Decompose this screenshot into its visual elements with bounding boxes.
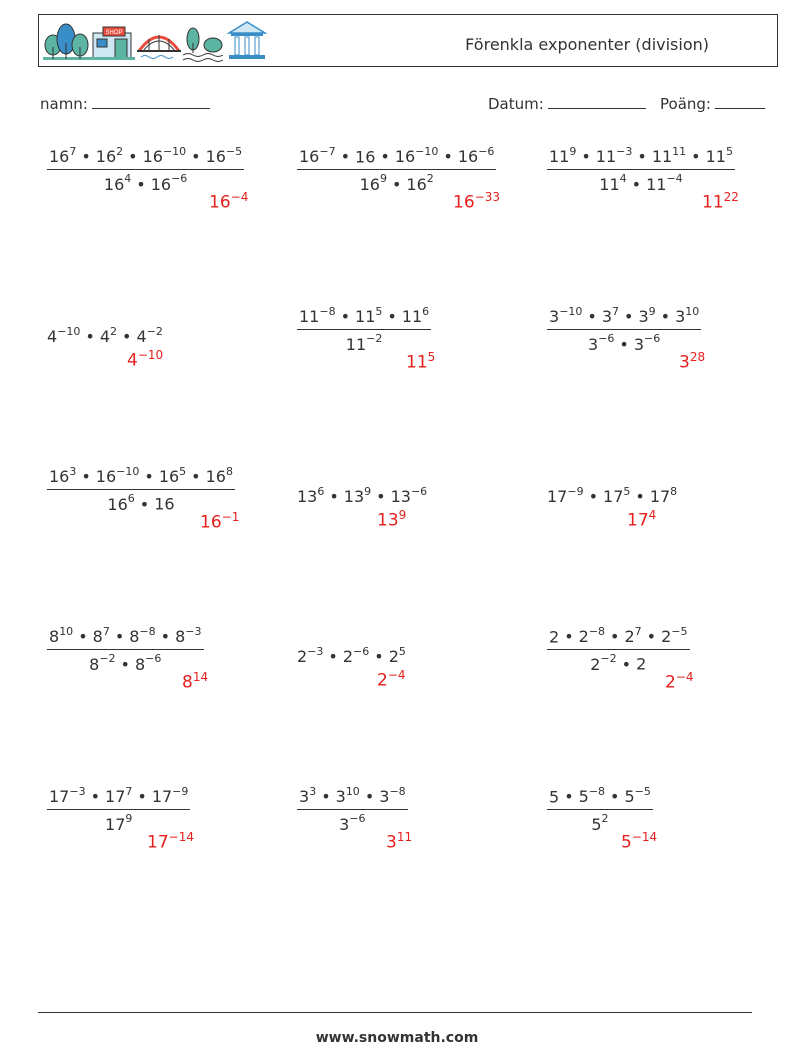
expression-term: $17^8$ (649, 485, 678, 507)
numerator-term: $11^6$ (401, 305, 430, 327)
numerator (547, 786, 653, 809)
date-field[interactable] (488, 94, 646, 113)
bridge-icon (137, 35, 181, 59)
problem-7 (47, 466, 235, 514)
score-label: Poäng: (660, 95, 711, 113)
numerator-term: $16^{-7}$ (299, 145, 336, 167)
denominator-term: 16 (154, 494, 175, 514)
problem-11 (297, 646, 406, 666)
numerator-term: $8^{-3}$ (175, 625, 202, 647)
problem-5 (297, 306, 431, 354)
multiply-dot: • (391, 174, 402, 194)
expression-term: $17^{-9}$ (547, 485, 584, 507)
problem-13 (47, 786, 190, 834)
numerator (47, 146, 244, 169)
numerator (47, 466, 235, 489)
problem-2 (297, 146, 496, 194)
multiply-dot: • (621, 654, 632, 674)
numerator-term: $16^2$ (95, 145, 124, 167)
answer: $3^{11}$ (386, 830, 413, 853)
numerator-term: $17^{-9}$ (151, 785, 189, 807)
numerator-term: $16^{-10}$ (142, 145, 187, 167)
numerator-term: $8^{10}$ (49, 625, 74, 647)
numerator-term: $3^{10}$ (335, 785, 360, 807)
multiply-dot: • (321, 787, 331, 807)
multiply-dot: • (443, 147, 453, 167)
answer: $2^{-4}$ (665, 670, 694, 693)
date-label: Datum: (488, 95, 544, 113)
problem-8 (297, 486, 427, 506)
numerator-term: $8^7$ (92, 625, 110, 647)
numerator-term: $11^{11}$ (651, 145, 687, 167)
numerator (547, 306, 701, 329)
fraction (47, 466, 235, 514)
numerator-term: $2^{-8}$ (578, 625, 606, 647)
problem-15 (547, 786, 653, 834)
multiply-dot: • (588, 487, 599, 507)
multiply-dot: • (328, 647, 338, 667)
fraction (547, 786, 653, 834)
numerator-term: $3^9$ (638, 305, 656, 327)
multiply-dot: • (619, 334, 629, 354)
fraction (47, 626, 204, 674)
multiply-dot: • (610, 787, 620, 807)
numerator-term: $16^{-10}$ (394, 145, 439, 167)
denominator-term: $16^9$ (359, 172, 387, 194)
answer: $17^{-14}$ (147, 830, 194, 853)
numerator-term: $16^7$ (49, 145, 77, 167)
denominator-term: $17^9$ (105, 812, 133, 834)
denominator-term: $16^4$ (103, 172, 132, 194)
fraction (297, 306, 431, 354)
denominator-term: $16^2$ (406, 172, 434, 194)
answer: $5^{-14}$ (621, 830, 658, 853)
numerator-term: $16^{-6}$ (457, 145, 495, 167)
answer: $11^5$ (406, 350, 436, 373)
numerator-term: 2 (549, 627, 560, 647)
denominator-term: 2 (636, 654, 647, 674)
denominator-term: $11^{-2}$ (345, 332, 383, 354)
multiply-dot: • (122, 327, 132, 347)
multiply-dot: • (631, 174, 642, 194)
multiply-dot: • (191, 147, 201, 167)
problem-1 (47, 146, 244, 194)
fraction (47, 786, 190, 834)
trees-icon (43, 24, 91, 60)
multiply-dot: • (160, 627, 171, 647)
multiply-dot: • (128, 147, 138, 167)
expression-term: $4^{-2}$ (136, 325, 163, 347)
numerator-term: $11^{-3}$ (595, 145, 633, 167)
numerator-term: $17^7$ (105, 785, 133, 807)
score-line[interactable] (715, 94, 765, 109)
footer-url: www.snowmath.com (315, 1030, 479, 1046)
multiply-dot: • (364, 787, 375, 807)
multiply-dot: • (81, 467, 91, 487)
denominator-term: $2^{-2}$ (590, 652, 617, 674)
multiply-dot: • (660, 307, 671, 327)
problem-9 (547, 486, 677, 506)
multiply-dot: • (564, 627, 574, 647)
fraction (547, 626, 690, 674)
numerator-term: $11^5$ (355, 305, 383, 327)
numerator-term: $3^{-8}$ (379, 785, 406, 807)
expression-term: $4^{-10}$ (47, 325, 81, 347)
multiply-dot: • (374, 647, 384, 667)
fraction (47, 146, 244, 194)
answer: $16^{-4}$ (209, 190, 249, 213)
multiply-dot: • (136, 174, 146, 194)
multiply-dot: • (691, 147, 701, 167)
expression-term: $13^9$ (343, 485, 372, 507)
numerator (547, 146, 735, 169)
denominator (47, 650, 204, 673)
multiply-dot: • (635, 487, 645, 507)
denominator-term: $5^2$ (591, 812, 609, 834)
answer: $3^{28}$ (679, 350, 706, 373)
expression-term: $13^6$ (297, 485, 325, 507)
fraction (297, 786, 408, 834)
multiply-dot: • (120, 654, 130, 674)
multiply-dot: • (85, 327, 95, 347)
multiply-dot: • (81, 147, 91, 167)
problem-14 (297, 786, 408, 834)
fraction (547, 146, 735, 194)
multiply-dot: • (139, 494, 150, 514)
numerator-term: $3^7$ (601, 305, 620, 327)
multiply-dot: • (587, 307, 597, 327)
numerator-term: $5^{-8}$ (578, 785, 606, 807)
expression-term: $2^{-6}$ (342, 645, 370, 667)
footer-rule (38, 1012, 752, 1013)
multiply-dot: • (624, 307, 634, 327)
expression-term: $2^5$ (388, 645, 406, 667)
multiply-dot: • (90, 787, 101, 807)
answer: $16^{-33}$ (453, 190, 500, 213)
multiply-dot: • (646, 627, 657, 647)
answer: $11^{22}$ (702, 190, 739, 213)
numerator (297, 146, 496, 169)
logo-strip (43, 19, 269, 65)
denominator-term: $16^{-6}$ (150, 172, 188, 194)
multiply-dot: • (564, 787, 574, 807)
numerator-term: $3^3$ (299, 785, 317, 807)
denominator-term: $3^{-6}$ (588, 332, 615, 354)
numerator-term: 16 (355, 147, 376, 167)
numerator (47, 786, 190, 809)
expression-term: $13^{-6}$ (390, 485, 428, 507)
numerator-term: $16^8$ (205, 465, 233, 487)
numerator-term: $16^{-5}$ (205, 145, 243, 167)
name-line[interactable] (92, 94, 210, 109)
multiply-dot: • (581, 147, 591, 167)
numerator (547, 626, 690, 649)
numerator-term: $2^7$ (624, 625, 642, 647)
numerator-term: $5^{-5}$ (624, 785, 651, 807)
numerator (297, 786, 408, 809)
shop-icon (91, 27, 135, 60)
fraction (547, 306, 701, 354)
tree-river-icon (183, 28, 223, 62)
header-box (38, 14, 778, 67)
multiply-dot: • (137, 787, 147, 807)
answer: $8^{14}$ (182, 670, 209, 693)
multiply-dot: • (376, 487, 386, 507)
problem-3 (547, 146, 735, 194)
multiply-dot: • (144, 467, 154, 487)
denominator-term: $8^{-6}$ (134, 652, 162, 674)
answer: $16^{-1}$ (200, 510, 240, 533)
multiply-dot: • (637, 147, 647, 167)
expression-term: $4^2$ (99, 325, 118, 347)
numerator-term: $8^{-8}$ (129, 625, 156, 647)
multiply-dot: • (78, 627, 88, 647)
answer: $2^{-4}$ (377, 668, 406, 691)
score-field[interactable] (660, 94, 765, 113)
numerator (47, 626, 204, 649)
problem-12 (547, 626, 690, 674)
multiply-dot: • (329, 487, 339, 507)
problem-10 (47, 626, 204, 674)
problem-6 (547, 306, 701, 354)
fraction (297, 146, 496, 194)
date-line[interactable] (548, 94, 646, 109)
multiply-dot: • (114, 627, 125, 647)
answer: $13^9$ (377, 508, 407, 531)
multiply-dot: • (387, 307, 397, 327)
numerator-term: $17^{-3}$ (49, 785, 86, 807)
multiply-dot: • (191, 467, 201, 487)
multiply-dot: • (610, 627, 620, 647)
numerator-term: $16^{-10}$ (95, 465, 140, 487)
multiply-dot: • (340, 147, 351, 167)
denominator-term: $16^6$ (107, 492, 135, 514)
numerator-term: $16^5$ (158, 465, 187, 487)
numerator (297, 306, 431, 329)
expression-term: $2^{-3}$ (297, 645, 324, 667)
denominator-term: $11^{-4}$ (646, 172, 683, 194)
answer: $4^{-10}$ (127, 348, 164, 371)
name-field[interactable] (40, 94, 210, 113)
expression-term: $17^5$ (603, 485, 631, 507)
numerator-term: $11^9$ (549, 145, 577, 167)
numerator-term: $11^5$ (705, 145, 733, 167)
numerator-term: $2^{-5}$ (661, 625, 688, 647)
denominator-term: $3^{-6}$ (339, 812, 366, 834)
numerator-term: $16^3$ (49, 465, 77, 487)
multiply-dot: • (340, 307, 351, 327)
numerator-term: $3^{-10}$ (549, 305, 583, 327)
denominator-term: $3^{-6}$ (633, 332, 661, 354)
name-label: namn: (40, 95, 88, 113)
museum-icon (229, 22, 265, 59)
problem-4 (47, 326, 163, 346)
denominator-term: $8^{-2}$ (89, 652, 116, 674)
answer: $17^4$ (627, 508, 657, 531)
numerator-term: $3^{10}$ (675, 305, 700, 327)
denominator-term: $11^4$ (599, 172, 627, 194)
multiply-dot: • (380, 147, 390, 167)
worksheet-title: Förenkla exponenter (division) (465, 35, 709, 54)
shop-sign-text: SHOP (105, 30, 123, 36)
numerator-term: 5 (549, 787, 560, 807)
numerator-term: $11^{-8}$ (299, 305, 336, 327)
